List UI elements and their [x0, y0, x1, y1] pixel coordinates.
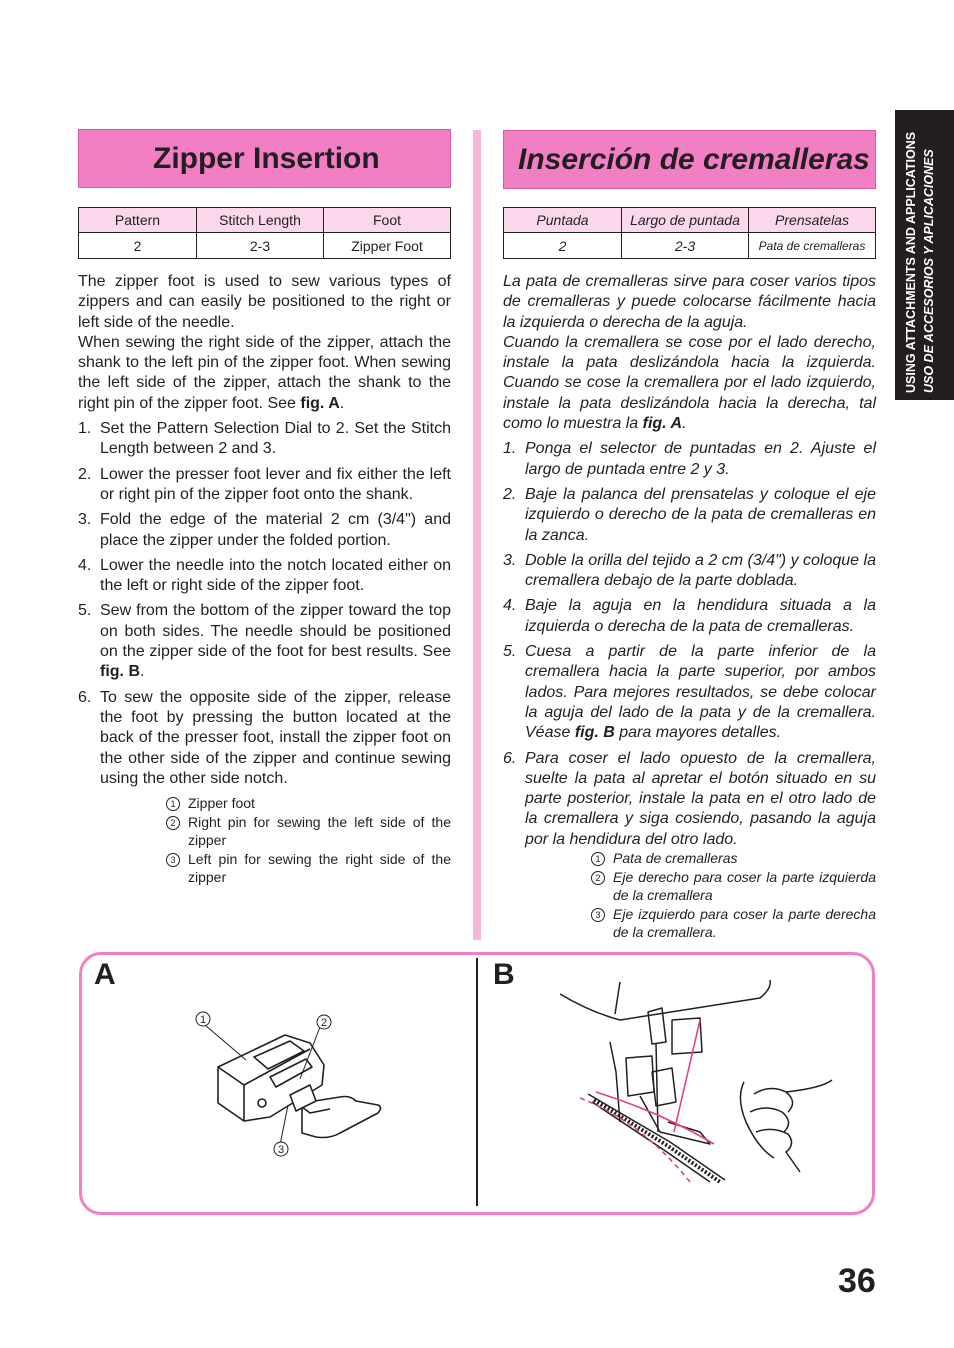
list-item [78, 419, 451, 460]
legend-item [166, 794, 451, 813]
fig-a-reference: fig. A [300, 394, 340, 412]
step-number: 4. [503, 597, 517, 615]
step-number: 5. [503, 643, 517, 661]
callout-1: 1 [199, 1014, 207, 1026]
side-tab-english: USING ATTACHMENTS AND APPLICATIONS [904, 131, 918, 393]
figure-a-label: A [94, 958, 116, 991]
table-header-cell: Pattern [79, 208, 197, 233]
table-row [504, 233, 876, 259]
english-title: Zipper Insertion [153, 142, 380, 175]
legend-item [591, 905, 876, 942]
table-cell: 2-3 [197, 233, 324, 259]
list-item [503, 551, 876, 592]
intro-text: Cuando la cremallera se cose por el lado derecho, instale la pata deslizándola hacia la izquierda. Cuando se cose la cremallera por el lado izquierdo, instale la pata deslizándola hacia la derecha, tal como lo muestra la [503, 333, 876, 433]
step-number: 1. [78, 420, 92, 438]
step-text: Baje la aguja en la hendidura situada a la izquierda o derecha de la pata de cremalleras. [525, 597, 876, 635]
step-number: 1. [503, 440, 517, 458]
table-header-cell: Foot [324, 208, 451, 233]
intro-end: . [339, 394, 345, 412]
spanish-title: Inserción de cremalleras [518, 143, 870, 176]
step-end: para mayores detalles. [614, 724, 782, 742]
legend-text: Zipper foot [188, 795, 255, 811]
list-item [503, 642, 876, 743]
spanish-intro-1: La pata de cremalleras sirve para coser varios tipos de cremalleras y puede colocarse fácilmente hacia la izquierda o derecha de la aguja. [503, 273, 876, 331]
callout-3: 3 [277, 1144, 285, 1156]
list-item [503, 485, 876, 546]
table-cell: 2 [504, 233, 622, 259]
list-item [78, 510, 451, 551]
list-item [503, 439, 876, 480]
sewing-zipper-illustration [560, 972, 860, 1204]
table-cell: Zipper Foot [324, 233, 451, 259]
legend-item [591, 849, 876, 868]
english-legend [166, 794, 451, 887]
side-tab-spanish: USO DE ACCESORIOS Y APLICACIONES [922, 149, 936, 393]
callout-number: 2 [591, 871, 605, 885]
step-number: 4. [78, 556, 92, 574]
table-header-row [504, 208, 876, 233]
callout-number: 1 [166, 797, 180, 811]
step-number: 5. [78, 602, 92, 620]
step-text: Doble la orilla del tejido a 2 cm (3/4") y coloque la cremallera debajo de la parte doblada. [525, 551, 876, 590]
legend-text: Eje derecho para coser la parte izquierda de la cremallera [613, 868, 876, 904]
list-item [78, 601, 451, 682]
step-text: Lower the needle into the notch located either on the left or right side of the zipper foot. [100, 556, 451, 595]
legend-text: Eje izquierdo para coser la parte derecha de la cremallera. [613, 905, 876, 941]
step-text: Cuesa a partir de la parte inferior de la cremallera hacia la parte superior, por ambos lados. Para mejores resultados, se debe colocar la aguja del lado de la pata y de la cremallera. Véase [525, 643, 876, 742]
step-end: . [140, 663, 145, 681]
page-number: 36 [838, 1262, 876, 1300]
fig-b-reference: fig. B [574, 724, 615, 742]
step-text: Set the Pattern Selection Dial to 2. Set the Stitch Length between 2 and 3. [100, 420, 451, 458]
step-number: 3. [78, 511, 92, 529]
fig-b-reference: fig. B [100, 663, 140, 681]
list-item [503, 749, 876, 850]
spanish-title-banner [503, 130, 876, 189]
english-settings-table [78, 207, 451, 259]
spanish-intro-2 [503, 333, 876, 434]
table-cell: Pata de cremalleras [749, 233, 876, 259]
step-text: To sew the opposite side of the zipper, release the foot by pressing the button located at the back of the presser foot, install the zipper foot on the other side of the zipper and continue sewing using the other side notch. [100, 688, 451, 787]
callout-2: 2 [320, 1017, 328, 1029]
step-number: 6. [78, 688, 92, 706]
legend-text: Right pin for sewing the left side of the zipper [188, 813, 451, 849]
intro-text: When sewing the right side of the zipper, attach the shank to the left pin of the zipper foot. When sewing the left side of the zipper, attach the shank to the right pin of the zipper foot. See [78, 333, 451, 412]
table-cell: 2-3 [622, 233, 749, 259]
spanish-legend [591, 849, 876, 942]
table-header-row [79, 208, 451, 233]
table-row [79, 233, 451, 259]
list-item [78, 688, 451, 789]
step-text: Baje la palanca del prensatelas y coloque el eje izquierdo o derecho de la pata de cremalleras en la zanca. [525, 485, 876, 544]
section-side-tab [895, 110, 954, 400]
intro-end: . [682, 415, 687, 433]
legend-item [591, 868, 876, 905]
english-body [78, 272, 451, 789]
step-text: Ponga el selector de puntadas en 2. Ajuste el largo de puntada entre 2 y 3. [525, 440, 876, 478]
legend-text: Left pin for sewing the right side of the zipper [188, 850, 451, 886]
callout-number: 3 [166, 853, 180, 867]
step-number: 2. [78, 465, 92, 483]
english-intro-2 [78, 333, 451, 414]
list-item [503, 596, 876, 637]
english-intro-1: The zipper foot is used to sew various types of zippers and can easily be positioned to the right or left side of the needle. [78, 273, 451, 331]
legend-item [166, 850, 451, 887]
legend-text: Pata de cremalleras [613, 850, 738, 866]
column-divider [473, 130, 481, 940]
table-header-cell: Largo de puntada [622, 208, 749, 233]
step-text: Para coser el lado opuesto de la cremallera, suelte la pata al apretar el botón situado en su parte posterior, instale la pata en el otro lado de la cremallera y siga cosiendo, pasando la aguja por la hendidura del otro lado. [525, 749, 876, 848]
zipper-foot-illustration [190, 1005, 390, 1165]
fig-a-reference: fig. A [642, 415, 683, 433]
step-text: Lower the presser foot lever and fix either the left or right pin of the zipper foot onto the shank. [100, 465, 451, 503]
table-header-cell: Stitch Length [197, 208, 324, 233]
callout-number: 3 [591, 908, 605, 922]
callout-number: 2 [166, 816, 180, 830]
callout-number: 1 [591, 852, 605, 866]
list-item [78, 465, 451, 506]
table-cell: 2 [79, 233, 197, 259]
legend-item [166, 813, 451, 850]
step-number: 2. [503, 485, 517, 503]
figure-b-label: B [493, 958, 515, 991]
step-number: 3. [503, 551, 517, 569]
list-item [78, 556, 451, 597]
step-text: Fold the edge of the material 2 cm (3/4") and place the zipper under the folded portion. [100, 511, 451, 549]
table-header-cell: Prensatelas [749, 208, 876, 233]
step-number: 6. [503, 749, 517, 767]
english-title-banner [78, 129, 451, 188]
figure-separator [476, 958, 478, 1206]
spanish-settings-table [503, 207, 876, 259]
step-text: Sew from the bottom of the zipper toward the top on both sides. The needle should be positioned on the zipper side of the foot for best results. See [100, 602, 451, 661]
english-steps [78, 419, 451, 789]
table-header-cell: Puntada [504, 208, 622, 233]
spanish-body [503, 272, 876, 850]
spanish-steps [503, 439, 876, 850]
